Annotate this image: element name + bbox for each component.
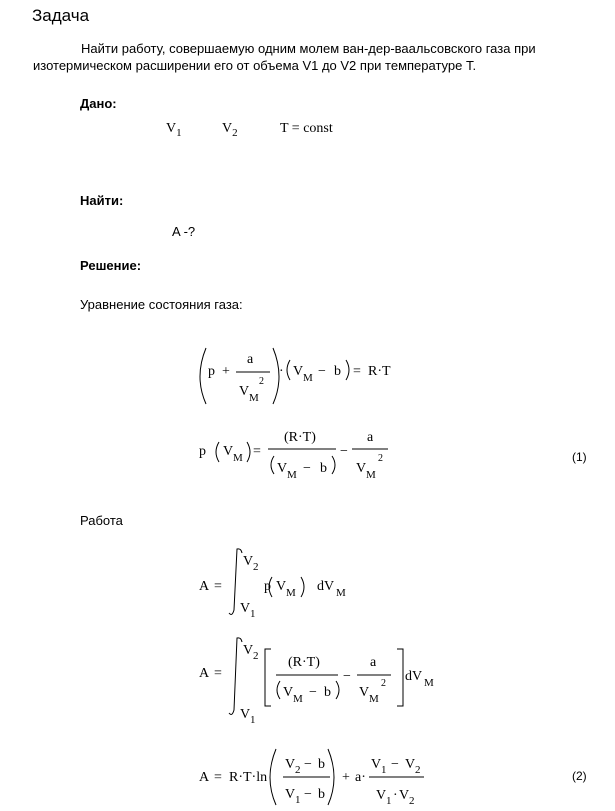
eq1-eq: = xyxy=(253,444,261,459)
paren-left-pvm xyxy=(216,442,219,462)
given-v1-base: V xyxy=(166,121,177,136)
sym-v: V xyxy=(239,384,250,399)
eq2-den2-v2: V xyxy=(399,788,410,803)
int1-dv: dV xyxy=(317,579,335,594)
state-equation xyxy=(208,352,391,404)
given-heading: Дано: xyxy=(80,96,117,111)
eq2-den-v: V xyxy=(285,787,296,802)
sym-v-vmb: V xyxy=(293,364,304,379)
page-title: Задача xyxy=(32,6,90,25)
int1-lower-sub: 1 xyxy=(250,608,256,620)
eq1-m: M xyxy=(233,452,243,464)
int2-den-v: V xyxy=(283,685,294,700)
eq2-den2-v1: V xyxy=(376,788,387,803)
eq1-minus: − xyxy=(340,444,348,459)
solution-heading: Решение: xyxy=(80,258,142,273)
eq2-num2-v1: V xyxy=(371,757,382,772)
sym-m-vmb: M xyxy=(303,372,313,384)
int1-v: V xyxy=(276,579,287,594)
paren-right-int1 xyxy=(301,577,304,597)
eq1-v: V xyxy=(223,444,234,459)
int1-upper-sub: 2 xyxy=(253,561,259,573)
eq1-a: a xyxy=(367,430,374,445)
eq1-den-b: b xyxy=(320,461,327,476)
sym-plus: + xyxy=(222,364,230,379)
integral-2 xyxy=(199,643,434,726)
eq1-den-m: M xyxy=(287,469,297,481)
paren-left-eq2a-den xyxy=(277,681,280,699)
eq2-rt-ln: R·T·ln xyxy=(229,770,268,785)
paren-left-vmb xyxy=(287,360,290,380)
eq1-den-minus: − xyxy=(303,461,311,476)
int2-den-m: M xyxy=(293,693,303,705)
task-text: Найти работу, совершаемую одним молем ван-дер-ваальсовского газа при изотермическом расширении его от объема V1 до V2 при температуре T. xyxy=(33,41,536,73)
equation-1 xyxy=(199,430,383,481)
int1-a: A xyxy=(199,579,210,594)
int2-dv: dV xyxy=(405,669,423,684)
eq2-eq: = xyxy=(214,770,222,785)
sym-m-sub: M xyxy=(249,392,259,404)
paren-left-eq1-den xyxy=(271,456,274,474)
sym-rt-state: R·T xyxy=(368,364,391,379)
paren-right-eq1-den xyxy=(332,456,335,474)
eq1-rt: (R·T) xyxy=(284,430,316,445)
given-v1-sub: 1 xyxy=(176,127,182,139)
work-label: Работа xyxy=(80,513,123,528)
sym-a: a xyxy=(247,352,254,367)
paren-right-eq2a-den xyxy=(336,681,339,699)
int2-dv-m: M xyxy=(424,677,434,689)
sym-eq-state: = xyxy=(353,364,361,379)
bracket-right xyxy=(397,649,403,706)
find-heading: Найти: xyxy=(80,193,124,208)
eq2-den-b: b xyxy=(318,787,325,802)
eq1-den-v: V xyxy=(277,461,288,476)
int2-upper-sub: 2 xyxy=(253,650,259,662)
int2-den2-sup: 2 xyxy=(381,678,386,689)
equation-number-2: (2) xyxy=(572,769,587,783)
eq2-den2-sub2: 2 xyxy=(409,795,415,807)
int2-den-minus: − xyxy=(309,685,317,700)
integral-1 xyxy=(199,554,346,620)
paren-right-pvm xyxy=(247,442,250,462)
paren-left-ln xyxy=(270,749,276,805)
int2-lower-sub: 1 xyxy=(250,714,256,726)
sym-minus-vmb: − xyxy=(318,364,326,379)
int1-p: p xyxy=(264,579,271,594)
given-v2-base: V xyxy=(222,121,233,136)
int2-den2-m: M xyxy=(369,693,379,705)
eq2-den-sub: 1 xyxy=(295,794,301,806)
eq2-a-dot: a· xyxy=(355,770,366,785)
eq1-den2-sup: 2 xyxy=(378,453,383,464)
eq2-num-sub: 2 xyxy=(295,764,301,776)
eq2-den2-dot: · xyxy=(393,788,398,803)
eq1-den2-v: V xyxy=(356,461,367,476)
eq2-num-b: b xyxy=(318,757,325,772)
int2-eq: = xyxy=(214,666,222,681)
int2-den-b: b xyxy=(324,685,331,700)
given-v2-sub: 2 xyxy=(232,127,238,139)
int1-m: M xyxy=(286,587,296,599)
given-temperature: T = const xyxy=(280,121,333,136)
eq2-num2-sub2: 2 xyxy=(415,764,421,776)
int2-den2-v: V xyxy=(359,685,370,700)
sym-dot: · xyxy=(279,364,284,379)
paren-left-state xyxy=(200,348,206,404)
sym-p: p xyxy=(208,364,215,379)
int2-num-a: a xyxy=(370,655,377,670)
eq1-p: p xyxy=(199,444,206,459)
eq2-a: A xyxy=(199,770,210,785)
eq2-den2-sub1: 1 xyxy=(386,795,392,807)
eq2-num2-v2: V xyxy=(405,757,416,772)
eq2-num-v: V xyxy=(285,757,296,772)
integral-sign-2 xyxy=(229,638,242,715)
int1-eq: = xyxy=(214,579,222,594)
sym-2-sup: 2 xyxy=(259,376,264,387)
int2-upper-v: V xyxy=(243,643,254,658)
eq2-den-minus: − xyxy=(304,787,312,802)
equation-number-1: (1) xyxy=(572,450,587,464)
equation-2 xyxy=(199,757,421,807)
bracket-left xyxy=(265,649,271,706)
sym-b-vmb: b xyxy=(334,364,341,379)
int1-upper-v: V xyxy=(243,554,254,569)
eq2-num2-sub1: 1 xyxy=(381,764,387,776)
find-value: A -? xyxy=(172,224,196,239)
eq2-num-minus: − xyxy=(304,757,312,772)
eq2-plus: + xyxy=(342,770,350,785)
eq2-num2-minus: − xyxy=(391,757,399,772)
int1-dv-m: M xyxy=(336,587,346,599)
int1-lower-v: V xyxy=(240,601,251,616)
paren-right-vmb xyxy=(346,360,349,380)
state-equation-label: Уравнение состояния газа: xyxy=(80,297,243,312)
int2-a: A xyxy=(199,666,210,681)
eq1-den2-m: M xyxy=(366,469,376,481)
int2-minus: − xyxy=(343,669,351,684)
int2-rt: (R·T) xyxy=(288,655,320,670)
int2-lower-v: V xyxy=(240,707,251,722)
